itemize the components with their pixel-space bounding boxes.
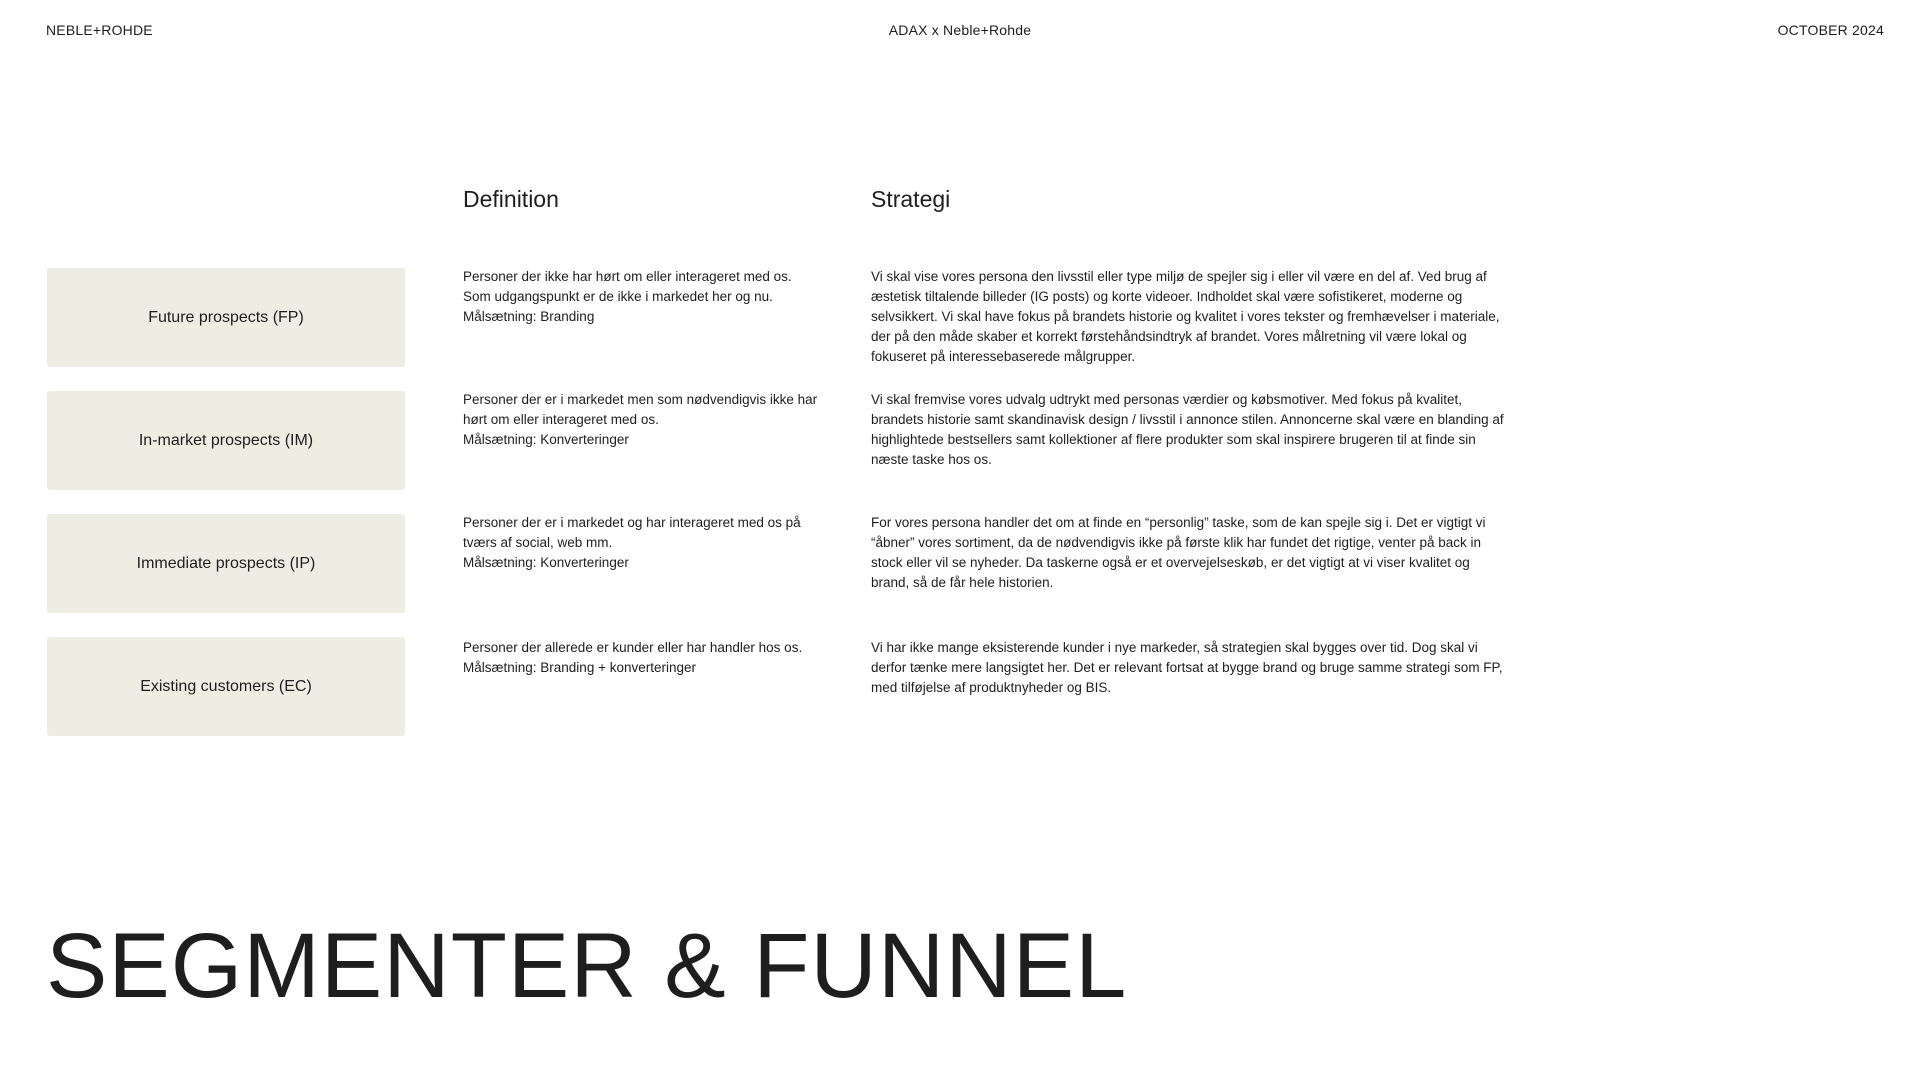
segment-label-fp: Future prospects (FP) xyxy=(47,268,405,367)
definition-line: Som udgangspunkt er de ikke i markedet her og nu. xyxy=(463,289,773,304)
segment-definition-ip xyxy=(463,513,823,573)
definition-line: Personer der er i markedet og har interageret med os på tværs af social, web mm. xyxy=(463,515,801,550)
segment-label-ec: Existing customers (EC) xyxy=(47,637,405,736)
definition-goal: Målsætning: Branding + konverteringer xyxy=(463,660,697,675)
definition-line: Personer der allerede er kunder eller har handler hos os. xyxy=(463,640,803,655)
segment-strategy-fp: Vi skal vise vores persona den livsstil eller type miljø de spejler sig i eller vil være en del af. Ved brug af æstetisk tiltalende billeder (IG posts) og korte videoer. Indholdet skal være sofistikeret, moderne og selvsikkert. Vi skal have fokus på brandets historie og kvalitet i vores tekster og fremhævelser i materiale, der på den måde skaber et korrekt førstehåndsindtryk af brandet. Vores målretning vil være lokal og fokuseret på interessebaserede målgrupper. xyxy=(871,269,1500,364)
segment-definition-im xyxy=(463,390,823,450)
page-title: SEGMENTER & FUNNEL xyxy=(46,915,1128,1017)
definition-goal: Målsætning: Branding xyxy=(463,309,595,324)
project-title: ADAX x Neble+Rohde xyxy=(888,22,1032,38)
segment-definition-ec xyxy=(463,638,823,678)
segment-label-ip: Immediate prospects (IP) xyxy=(47,514,405,613)
strategy-column-heading: Strategi xyxy=(871,186,951,212)
segment-strategy-ec: Vi har ikke mange eksisterende kunder i nye markeder, så strategien skal bygges over tid. Dog skal vi derfor tænke mere langsigtet her. Det er relevant fortsat at bygge brand og bruge samme strategi som FP, med tilføjelse af produktnyheder og BIS. xyxy=(871,640,1503,695)
definition-line: Personer der er i markedet men som nødvendigvis ikke har hørt om eller interageret med os. xyxy=(463,392,818,427)
segment-strategy-im: Vi skal fremvise vores udvalg udtrykt med personas værdier og købsmotiver. Med fokus på kvalitet, brandets historie samt skandinavisk design / livsstil i annonce stilen. Annoncerne skal være en blanding af highlightede bestsellers samt kollektioner af flere produkter som skal inspirere brugeren til at finde sin næste taske hos os. xyxy=(871,392,1504,467)
brand-logo-text: NEBLE+ROHDE xyxy=(46,22,153,38)
definition-line: Personer der ikke har hørt om eller interageret med os. xyxy=(463,269,792,284)
segment-strategy-ip: For vores persona handler det om at finde en “personlig” taske, som de kan spejle sig i. Det er vigtigt vi “åbner” vores sortiment, da de nødvendigvis ikke på første klik har fundet det rigtige, venter på back in stock eller vil se nyheder. Da taskerne også er et overvejelseskøb, er det vigtigt at vi viser kvalitet og brand, så de får hele historien. xyxy=(871,515,1486,590)
segment-label-im: In-market prospects (IM) xyxy=(47,391,405,490)
definition-goal: Målsætning: Konverteringer xyxy=(463,555,629,570)
segment-definition-fp xyxy=(463,267,823,327)
document-date: OCTOBER 2024 xyxy=(1777,22,1884,38)
definition-column-heading: Definition xyxy=(463,186,559,212)
definition-goal: Målsætning: Konverteringer xyxy=(463,432,629,447)
